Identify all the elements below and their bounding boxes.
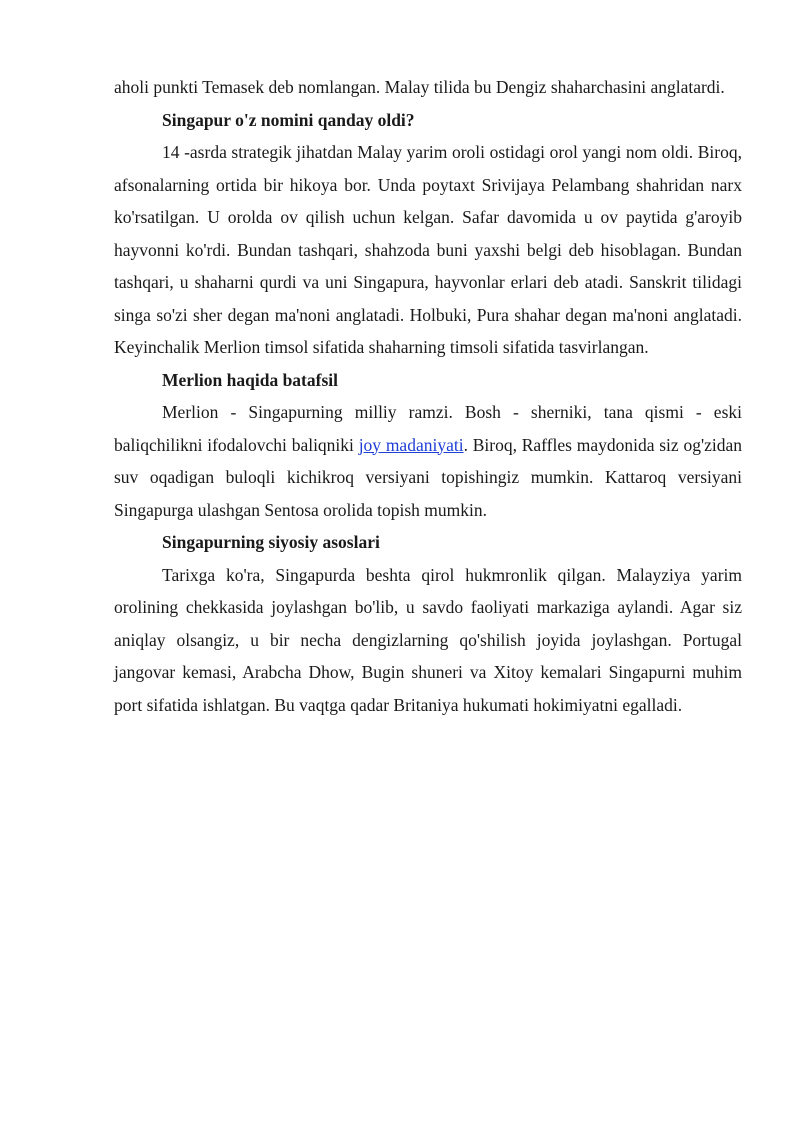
- document-page: [114, 71, 742, 721]
- merlion-text-before-link: Merlion - Singapurning milliy ramzi. Bosh - sherniki, tana qismi - eski baliqchilikni ifodalovchi baliqniki: [114, 402, 742, 455]
- heading-name-origin: Singapur o'z nomini qanday oldi?: [162, 109, 415, 130]
- intro-paragraph: aholi punkti Temasek deb nomlangan. Malay tilida bu Dengiz shaharchasini anglatardi.: [114, 77, 725, 97]
- joy-madaniyati-link[interactable]: joy madaniyati: [358, 434, 464, 455]
- heading-politics: Singapurning siyosiy asoslari: [162, 532, 380, 552]
- heading-merlion: Merlion haqida batafsil: [162, 369, 338, 390]
- merlion-text-after-link: . Biroq, Raffles maydonida siz og'zidan suv oqadigan buloqli kichikroq versiyani topishingiz mumkin. Kattaroq versiyani Singapurga ulashgan Sentosa orolida topish mumkin.: [114, 434, 742, 520]
- politics-paragraph: Tarixga ko'ra, Singapurda beshta qirol hukmronlik qilgan. Malayziya yarim orolining chekkasida joylashgan bo'lib, u savdo faoliyati markaziga aylandi. Agar siz aniqlay olsangiz, u bir necha dengizlarning qo'shilish joyida joylashgan. Portugal jangovar kemasi, Arabcha Dhow, Bugin shuneri va Xitoy kemalari Singapurni muhim port sifatida ishlatgan. Bu vaqtga qadar Britaniya hukumati hokimiyatni egalladi.: [114, 564, 742, 715]
- merlion-paragraph: [114, 396, 742, 526]
- name-origin-paragraph: 14 -asrda strategik jihatdan Malay yarim oroli ostidagi orol yangi nom oldi. Biroq, afsonalarning ortida bir hikoya bor. Unda poytaxt Srivijaya Pelambang shahridan narx ko'rsatilgan. U orolda ov qilish uchun kelgan. Safar davomida u ov paytida g'aroyib hayvonni ko'rdi. Bundan tashqari, shahzoda buni yaxshi belgi deb hisoblagan. Bundan tashqari, u shaharni qurdi va uni Singapura, hayvonlar erlari deb atadi. Sanskrit tilidagi singa so'zi sher degan ma'noni anglatadi. Holbuki, Pura shahar degan ma'noni anglatadi. Keyinchalik Merlion timsol sifatida shaharning timsoli sifatida tasvirlangan.: [114, 142, 742, 357]
